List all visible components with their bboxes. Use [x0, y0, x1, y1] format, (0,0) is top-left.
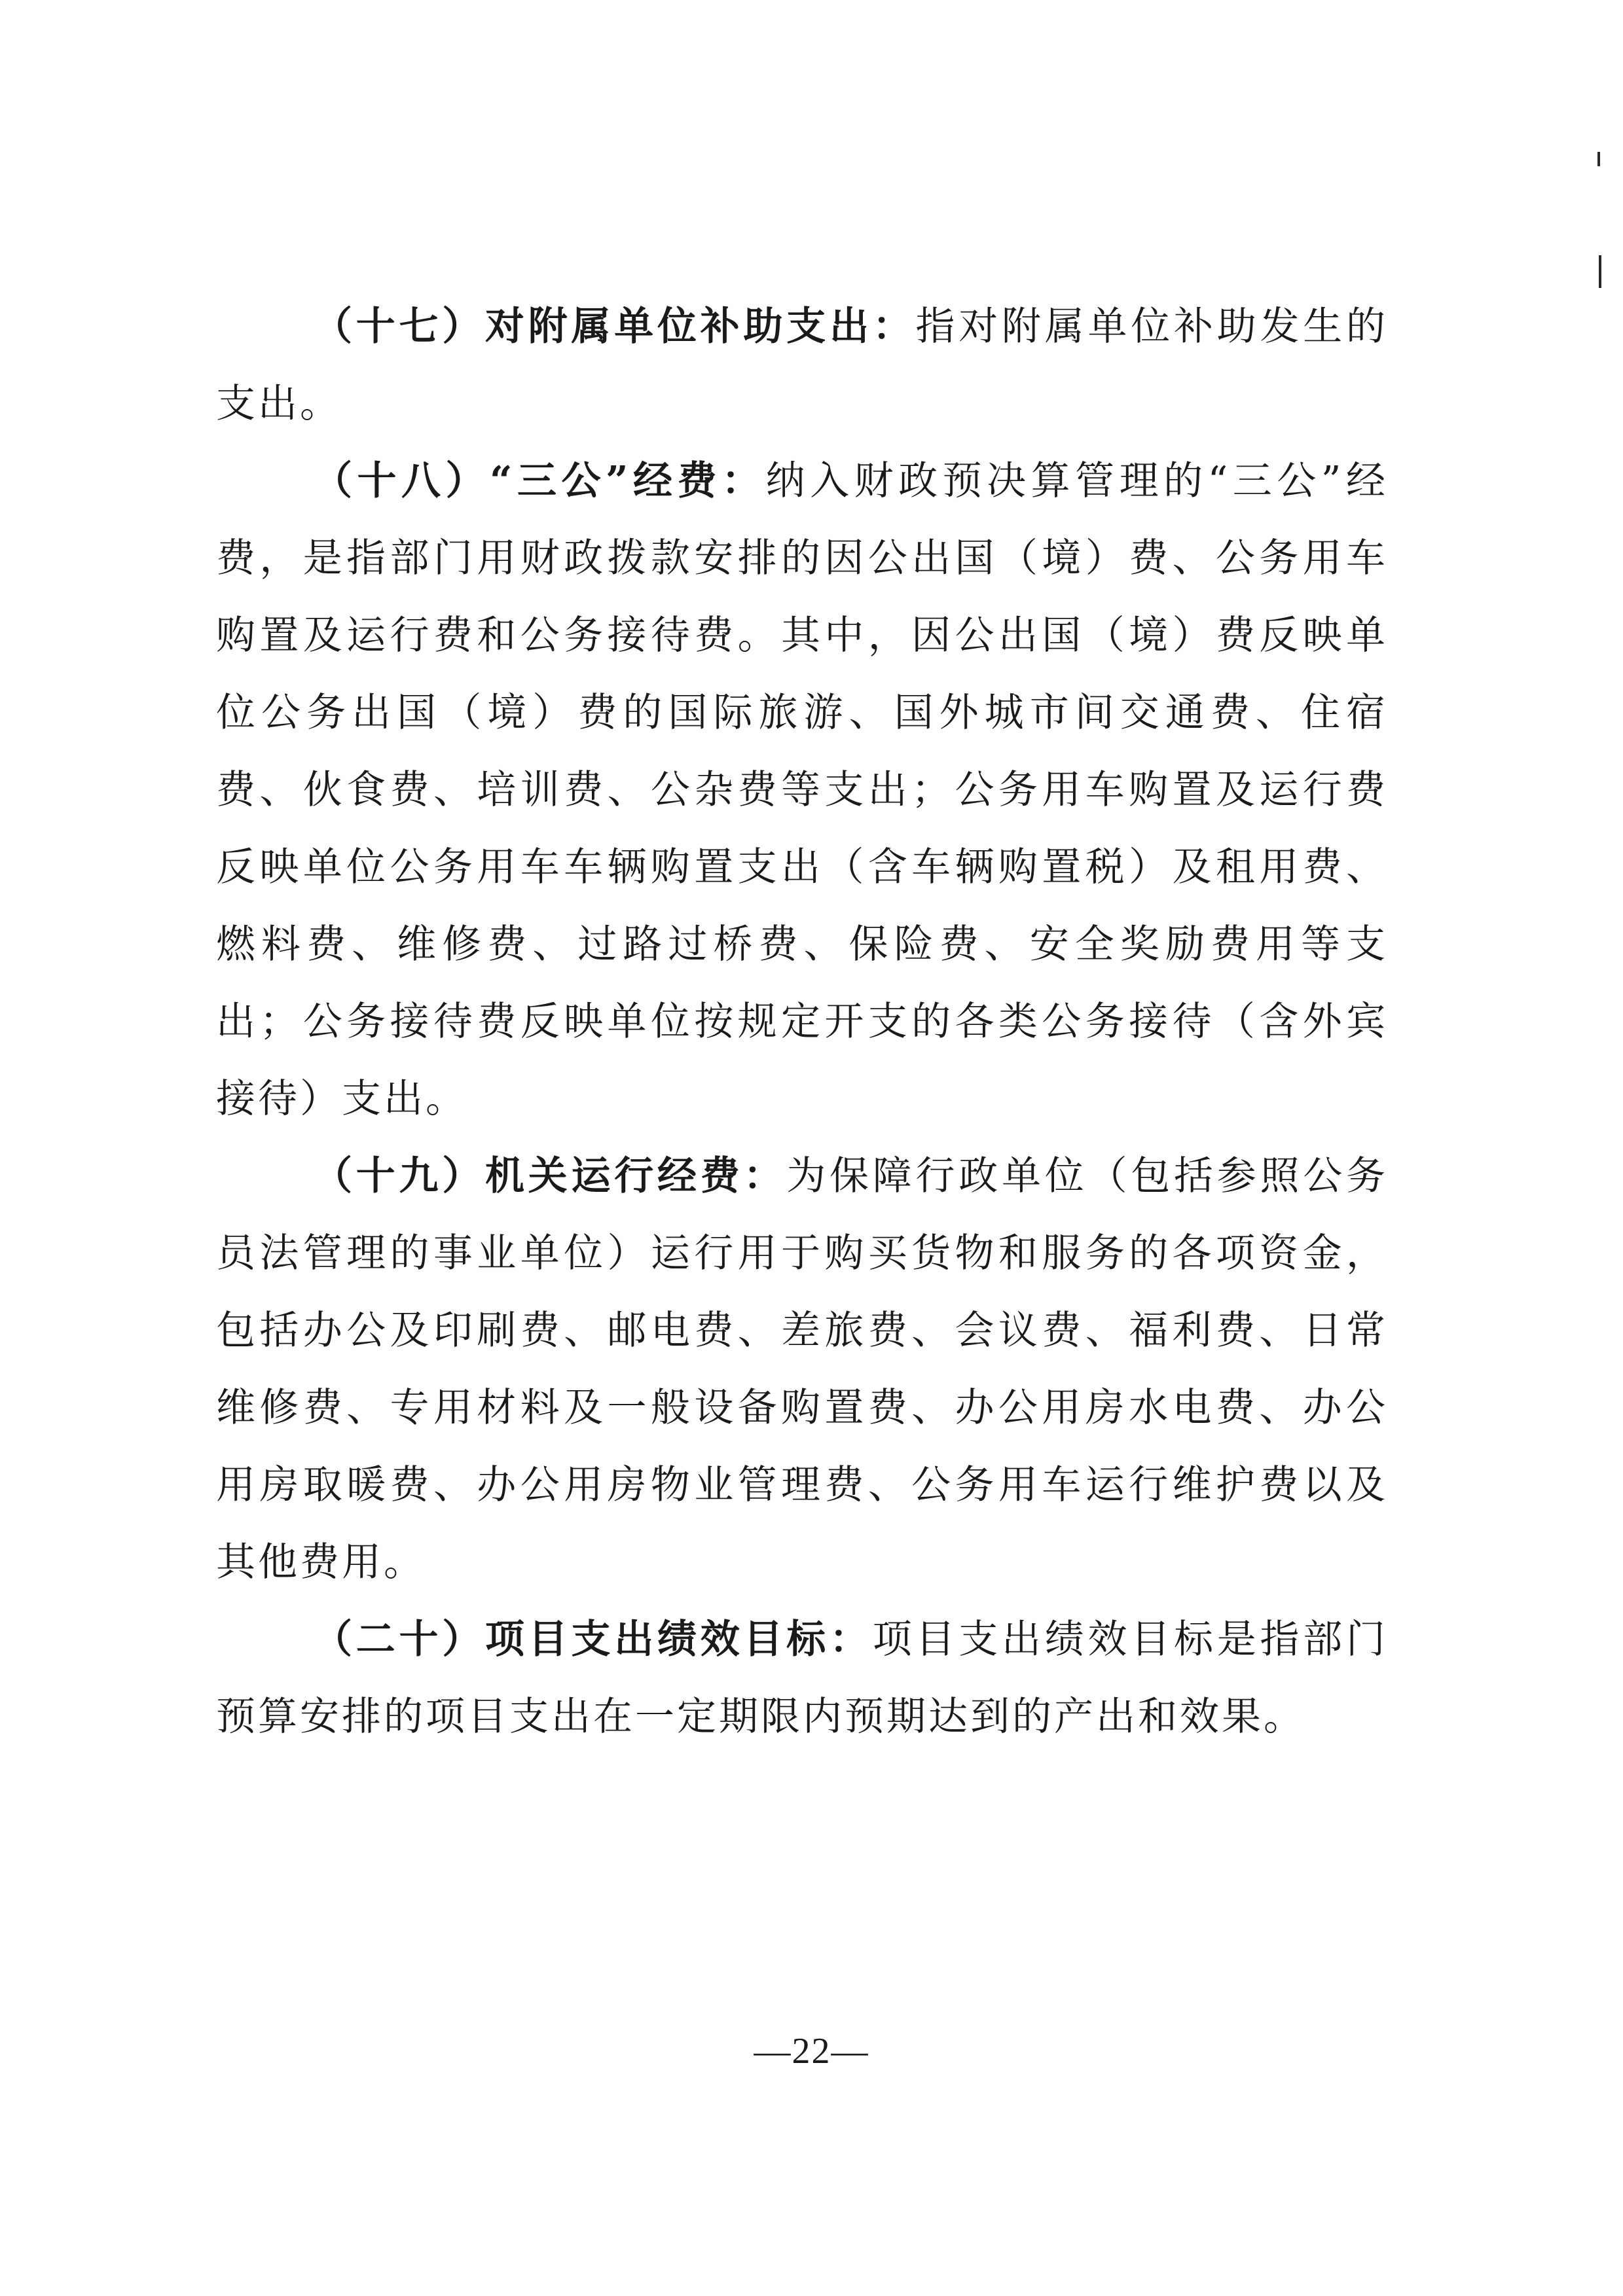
paragraph-body: 指对附属单位补助发生的支出。 — [216, 304, 1388, 427]
paragraph-item-19 — [216, 1138, 1388, 1601]
scan-margin-mark — [1599, 255, 1601, 288]
scan-margin-mark — [1597, 152, 1600, 166]
paragraph-body: 项目支出绩效目标是指部门预算安排的项目支出在一定期限内预期达到的产出和效果。 — [216, 1617, 1388, 1740]
body-text — [216, 288, 1388, 1755]
paragraph-heading: （十八）“三公”经费： — [313, 458, 766, 504]
paragraph-body: 为保障行政单位（包括参照公务员法管理的事业单位）运行用于购买货物和服务的各项资金，包括办公及印刷费、邮电费、差旅费、会议费、福利费、日常维修费、专用材料及一般设备购置费、办公用房水电费、办公用房取暖费、办公用房物业管理费、公务用车运行维护费以及其他费用。 — [216, 1153, 1388, 1585]
paragraph-item-20 — [216, 1601, 1388, 1755]
page-number: —22— — [754, 2031, 869, 2072]
paragraph-heading: （十七）对附属单位补助支出： — [313, 304, 916, 350]
paragraph-heading: （十九）机关运行经费： — [313, 1153, 787, 1199]
paragraph-item-18 — [216, 442, 1388, 1138]
paragraph-item-17 — [216, 288, 1388, 442]
paragraph-heading: （二十）项目支出绩效目标： — [313, 1617, 873, 1662]
paragraph-body: 纳入财政预决算管理的“三公”经费，是指部门用财政拨款安排的因公出国（境）费、公务用车购置及运行费和公务接待费。其中，因公出国（境）费反映单位公务出国（境）费的国际旅游、国外城市间交通费、住宿费、伙食费、培训费、公杂费等支出；公务用车购置及运行费反映单位公务用车车辆购置支出（含车辆购置税）及租用费、燃料费、维修费、过路过桥费、保险费、安全奖励费用等支出；公务接待费反映单位按规定开支的各类公务接待（含外宾接待）支出。 — [216, 458, 1388, 1122]
